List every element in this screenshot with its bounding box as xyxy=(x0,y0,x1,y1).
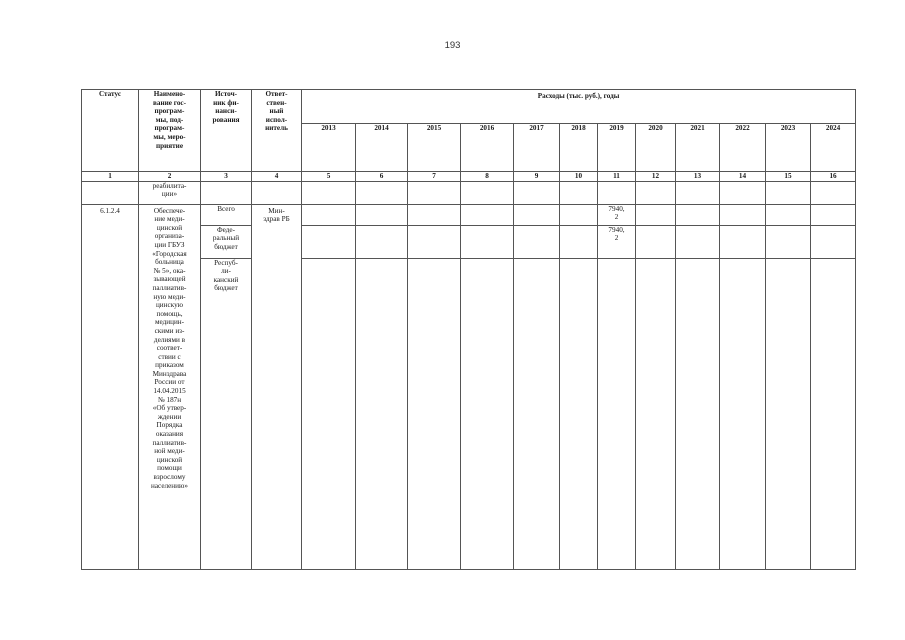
col-num: 10 xyxy=(560,172,598,182)
year-2017: 2017 xyxy=(514,124,560,172)
col-num: 1 xyxy=(82,172,139,182)
source-republican: Респуб- ли- канский бюджет xyxy=(201,258,252,569)
value-2019-total: 7940, 2 xyxy=(598,204,636,225)
year-2023: 2023 xyxy=(766,124,811,172)
col-num: 7 xyxy=(408,172,461,182)
col-num: 9 xyxy=(514,172,560,182)
col-num: 2 xyxy=(139,172,201,182)
col-num: 13 xyxy=(676,172,720,182)
col-num: 3 xyxy=(201,172,252,182)
value-2019-republican xyxy=(598,258,636,569)
year-2021: 2021 xyxy=(676,124,720,172)
column-numbers-row xyxy=(82,172,856,182)
header-source: Источ- ник фи- нанси- рования xyxy=(201,90,252,172)
col-num: 14 xyxy=(720,172,766,182)
source-total: Всего xyxy=(201,204,252,225)
year-2019: 2019 xyxy=(598,124,636,172)
table-row-total xyxy=(82,204,856,225)
year-2015: 2015 xyxy=(408,124,461,172)
col-num: 15 xyxy=(766,172,811,182)
col-num: 6 xyxy=(356,172,408,182)
page-number: 193 xyxy=(444,40,461,51)
year-2024: 2024 xyxy=(811,124,856,172)
item-name: Обеспече- ние меди- цинской организа- ции ГБУЗ «Городская больница № 5», ока- зывающей паллиатив- ную меди- цинскую помощь, медицин- скими из- делиями в соответ- ствии с приказом Минздрава России от 14.04.2015 № 187н «Об утвер- ждении Порядка оказания паллиатив- ной меди- цинской помощи взрослому населению» xyxy=(139,204,201,569)
continuation-row xyxy=(82,181,856,204)
continuation-name: реабилита- ции» xyxy=(139,181,201,204)
source-federal: Феде- ральный бюджет xyxy=(201,225,252,258)
col-num: 8 xyxy=(461,172,514,182)
year-2018: 2018 xyxy=(560,124,598,172)
year-2020: 2020 xyxy=(636,124,676,172)
year-2014: 2014 xyxy=(356,124,408,172)
header-expenses: Расходы (тыс. руб.), годы xyxy=(302,90,856,124)
header-status: Статус xyxy=(82,90,139,172)
col-num: 16 xyxy=(811,172,856,182)
header-executor: Ответ- ствен- ный испол- нитель xyxy=(252,90,302,172)
col-num: 4 xyxy=(252,172,302,182)
budget-table xyxy=(81,89,856,570)
col-num: 11 xyxy=(598,172,636,182)
header-name: Наимено- вание гос- програм- мы, под- програм- мы, меро- приятие xyxy=(139,90,201,172)
year-2016: 2016 xyxy=(461,124,514,172)
value-2019-federal: 7940, 2 xyxy=(598,225,636,258)
col-num: 12 xyxy=(636,172,676,182)
item-executor: Мин- здрав РБ xyxy=(252,204,302,569)
year-2013: 2013 xyxy=(302,124,356,172)
item-status: 6.1.2.4 xyxy=(82,204,139,569)
year-2022: 2022 xyxy=(720,124,766,172)
col-num: 5 xyxy=(302,172,356,182)
